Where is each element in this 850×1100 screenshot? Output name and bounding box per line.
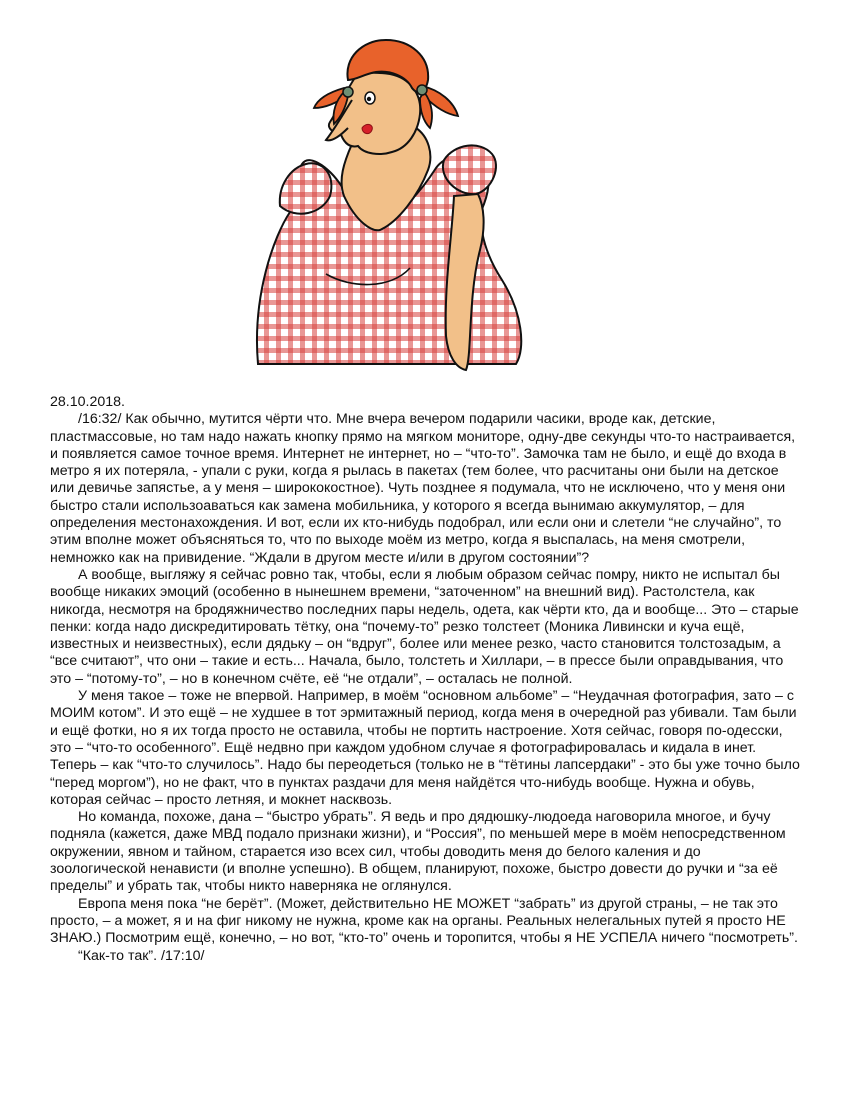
diary-entry bbox=[50, 394, 800, 965]
paragraph-4: Но команда, похоже, дана – “быстро убрать”. Я ведь и про дядюшку-людоеда наговорила многое, и бучу подняла (кажется, даже МВД подало признаки жизни), и “Россия”, по меньшей мере в моём непосредственном окружении, явном и тайном, старается изо всех сил, чтобы доводить меня до белого каления и до зоологической ненависти (и вполне успешно). В общем, планируют, похоже, быстро довести до ручки и “за её пределы” и убрать так, чтобы никто наверняка не оглянулся. bbox=[50, 809, 786, 895]
woman-illustration bbox=[240, 36, 560, 378]
paragraph-5: Европа меня пока “не берёт”. (Может, действительно НЕ МОЖЕТ “забрать” из другой страны, – не так это просто, – а может, я и на фиг никому не нужна, кроме как на органы. Реальных нелегальных путей я просто НЕ ЗНАЮ.) Посмотрим ещё, конечно, – но вот, “кто-то” очень и торопится, чтобы я НЕ УСПЕЛА ничего “посмотреть”. bbox=[50, 895, 798, 947]
paragraph-2: А вообще, выгляжу я сейчас ровно так, чтобы, если я любым образом сейчас помру, никто не испытал бы вообще никаких эмоций (особенно в нынешнем времени, “заточенном” на внешний вид). Растолстела, как никогда, несмотря на бродяжничество последних пары недель, одета, как чёрти кто, да и вообще... Это – старые пенки: когда надо дискредитировать тётку, она “почему-то” резко толстеет (Моника Ливински и куча ещё, известных и неизвестных), если дядьку – он “вдруг”, более или менее резко, часто становится толстозадым, а “все считают”, что они – такие и есть... Начала, было, толстеть и Хиллари, – в прессе были оправдывания, что это – “потому-то”, – но в конечном счёте, её “не отдали”, – осталась не полной. bbox=[50, 566, 799, 687]
paragraph-closing: “Как-то так”. /17:10/ bbox=[78, 947, 205, 964]
paragraph-3: У меня такое – тоже не впервой. Например, в моём “основном альбоме” – “Неудачная фотография, зато – с МОИМ котом”. И это ещё – не худшее в тот эрмитажный период, когда меня в очередной раз убивали. Там были и ещё фотки, но я их тогда просто не оставила, чтобы не портить настроение. Хотя сейчас, говоря по-одесски, это – “что-то особенного”. Ещё недвно при каждом удобном случае я фотографировалась и кидала в инет. Теперь – как “что-то случилось”. Надо бы переодеться (только не в “тётины лапсердаки” - это бы уже точно было “перед моргом”), но не факт, что в пунктах раздачи для меня найдётся что-нибудь вообще. Нужна и обувь, которая сейчас – просто летняя, и мокнет насквозь. bbox=[50, 688, 800, 808]
entry-date: 28.10.2018. bbox=[50, 394, 125, 410]
lips-icon bbox=[362, 124, 372, 133]
paragraph-1: /16:32/ Как обычно, мутится чёрти что. Мне вчера вечером подарили часики, вроде как, детские, пластмассовые, но там надо нажать кнопку прямо на мягком мониторе, одну-две секунды что-то настраивается, и появляется самое точное время. Интернет не интернет, но – “что-то”. Замочка там не было, и ещё до входа в метро я их потеряла, - упали с руки, когда я рылась в пакетах (тем более, что расчитаны они были на детское или девичье запястье, а у меня – ширококостное). Чуть позднее я подумала, что не исключено, что у меня они быстро стали использоаваться как замена мобильника, у которого я всегда вынимаю аккумулятор, – для определения местонахождения. И вот, если их кто-нибудь подобрал, или если они и слетели “не случайно”, то этим вполне может объясняться то, что по выходе моём из метро, когда я выспалась, на меня смотрели, немножко как на привидение. “Ждали в другом месте и/или в другом состоянии”? bbox=[50, 411, 796, 566]
